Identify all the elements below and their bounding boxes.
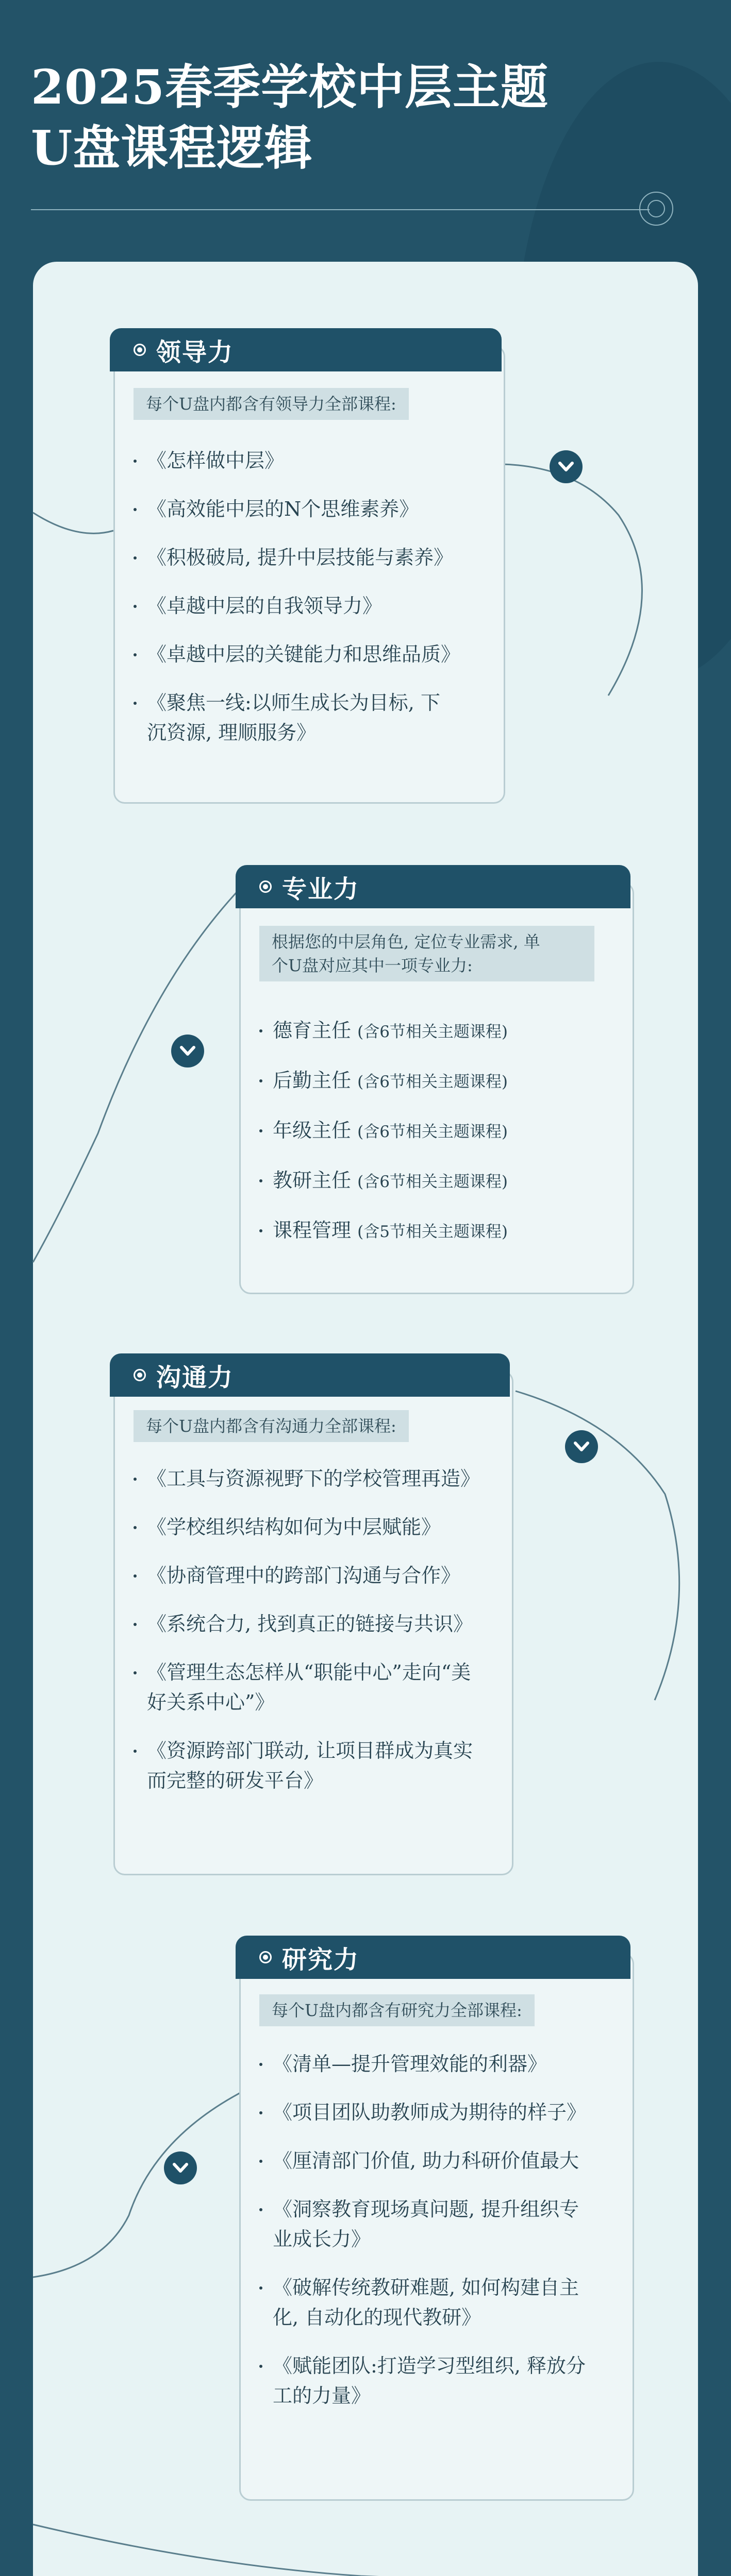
list-item-line: 好关系中心”》 <box>147 1691 275 1714</box>
professional-note-line: 根据您的中层角色, 定位专业需求, 单 <box>272 932 540 952</box>
communication-note: 每个U盘内都含有沟通力全部课程: <box>134 1410 409 1442</box>
research-note: 每个U盘内都含有研究力全部课程: <box>259 1994 535 2026</box>
bullet-target-icon <box>259 880 272 893</box>
list-item-line: 《聚焦一线:以师生成长为目标, 下 <box>147 691 440 714</box>
role-name: 教研主任 <box>273 1169 352 1192</box>
communication-title: 沟通力 <box>156 1363 234 1392</box>
list-item <box>259 2351 625 2411</box>
list-item-line: 化, 自动化的现代教研》 <box>273 2306 481 2329</box>
list-item-line: 《洞察教育现场真问题, 提升组织专 <box>273 2198 579 2221</box>
list-item: 《积极破局, 提升中层技能与素养》 <box>134 543 494 572</box>
leadership-card <box>113 337 505 804</box>
list-item: 《工具与资源视野下的学校管理再造》 <box>134 1464 505 1494</box>
role-course-count: (含5节相关主题课程) <box>357 1223 508 1241</box>
professional-title: 专业力 <box>282 874 360 904</box>
list-item: 《卓越中层的自我领导力》 <box>134 591 494 621</box>
bullet-target-icon <box>259 1951 272 1963</box>
role-name: 后勤主任 <box>273 1069 352 1092</box>
list-item-line: 业成长力》 <box>273 2228 371 2250</box>
professional-note <box>259 926 594 981</box>
list-item: 《项目团队助教师成为期待的样子》 <box>259 2097 625 2127</box>
role-course-count: (含6节相关主题课程) <box>357 1123 508 1141</box>
list-item <box>259 1215 620 1247</box>
professional-card <box>239 874 634 1294</box>
list-item <box>259 1065 620 1097</box>
research-title: 研究力 <box>282 1945 360 1974</box>
list-item <box>259 2194 625 2254</box>
list-item-line: 而完整的研发平台》 <box>147 1769 324 1792</box>
role-name: 年级主任 <box>273 1119 352 1142</box>
leadership-card-header <box>110 328 502 371</box>
list-item-line: 《破解传统教研难题, 如何构建自主 <box>273 2276 579 2299</box>
list-item-line: 工的力量》 <box>273 2384 371 2407</box>
role-name: 课程管理 <box>273 1219 352 1242</box>
research-card-header <box>236 1936 630 1979</box>
list-item <box>134 688 494 748</box>
chevron-down-icon <box>550 450 583 483</box>
list-item-line: 《赋能团队:打造学习型组织, 释放分 <box>273 2354 586 2377</box>
role-course-count: (含6节相关主题课程) <box>357 1173 508 1191</box>
list-item-line: 《管理生态怎样从“职能中心”走向“美 <box>147 1661 471 1684</box>
research-course-list <box>259 2049 625 2411</box>
list-item-line: 沉资源, 理顺服务》 <box>147 721 317 744</box>
list-item: 《高效能中层的N个思维素养》 <box>134 494 494 524</box>
professional-role-list <box>259 1015 620 1247</box>
list-item: 《卓越中层的关键能力和思维品质》 <box>134 639 494 669</box>
list-item: 《怎样做中层》 <box>134 446 494 476</box>
communication-card-header <box>110 1353 510 1397</box>
communication-course-list <box>134 1464 505 1795</box>
list-item: 《学校组织结构如何为中层赋能》 <box>134 1512 505 1542</box>
list-item-line: 《资源跨部门联动, 让项目群成为真实 <box>147 1739 473 1762</box>
list-item <box>259 1165 620 1197</box>
leadership-course-list <box>134 446 494 748</box>
list-item <box>259 2273 625 2332</box>
professional-card-header <box>236 865 630 908</box>
chevron-down-icon <box>565 1430 598 1463</box>
list-item <box>134 1736 505 1795</box>
research-card <box>239 1945 634 2501</box>
bullet-target-icon <box>134 1369 146 1381</box>
chevron-down-icon <box>171 1035 204 1067</box>
list-item <box>134 1657 505 1717</box>
leadership-title: 领导力 <box>156 337 234 367</box>
page-title-line-2: U盘课程逻辑 <box>31 120 313 176</box>
page-title-line-1: 2025春季学校中层主题 <box>31 59 549 115</box>
list-item <box>259 1015 620 1047</box>
list-item: 《协商管理中的跨部门沟通与合作》 <box>134 1561 505 1590</box>
list-item: 《厘清部门价值, 助力科研价值最大 <box>259 2146 625 2176</box>
bullet-target-icon <box>134 344 146 356</box>
role-course-count: (含6节相关主题课程) <box>357 1073 508 1091</box>
chevron-down-icon <box>164 2151 197 2184</box>
list-item: 《系统合力, 找到真正的链接与共识》 <box>134 1609 505 1639</box>
list-item <box>259 1115 620 1147</box>
professional-note-line: 个U盘对应其中一项专业力: <box>272 956 473 975</box>
communication-card <box>113 1363 513 1875</box>
role-course-count: (含6节相关主题课程) <box>357 1023 508 1041</box>
list-item: 《清单—提升管理效能的利器》 <box>259 2049 625 2079</box>
leadership-note: 每个U盘内都含有领导力全部课程: <box>134 388 409 420</box>
role-name: 德育主任 <box>273 1019 352 1042</box>
